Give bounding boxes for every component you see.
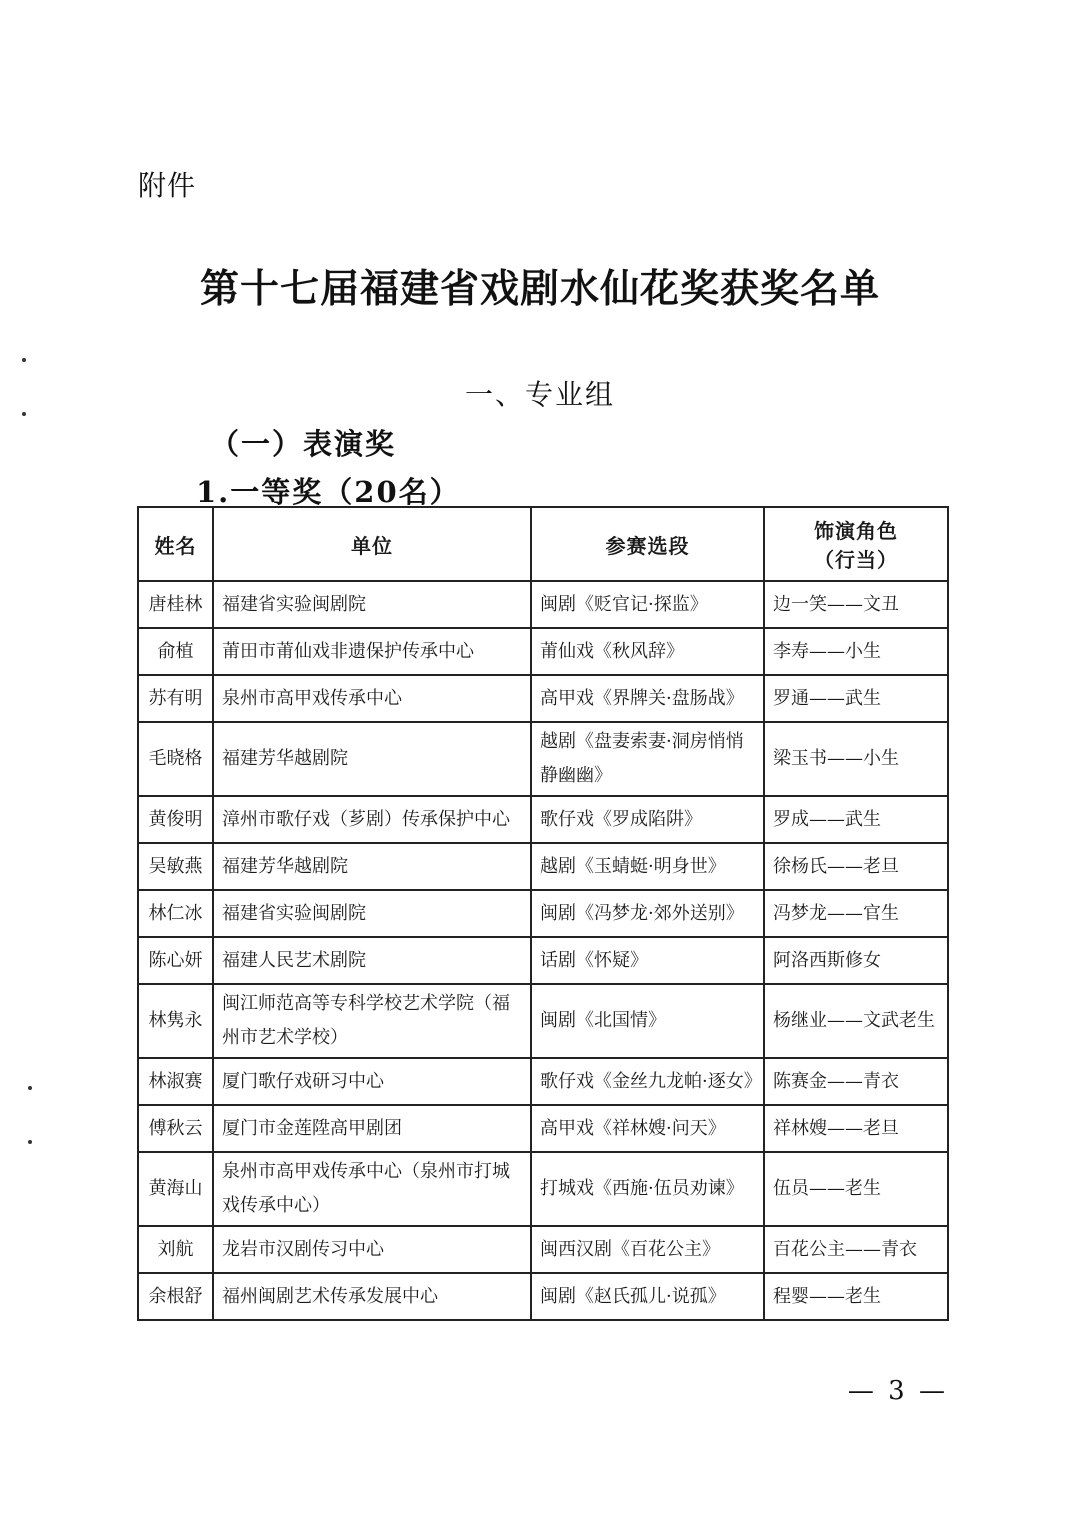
cell-piece: 高甲戏《界牌关·盘肠战》 (531, 675, 764, 722)
cell-name: 林淑赛 (138, 1058, 213, 1105)
cell-unit: 泉州市高甲戏传承中心 (213, 675, 531, 722)
cell-name: 刘航 (138, 1226, 213, 1273)
cell-piece: 打城戏《西施·伍员劝谏》 (531, 1152, 764, 1226)
cell-unit: 闽江师范高等专科学校艺术学院（福州市艺术学校） (213, 984, 531, 1058)
table-row (138, 1273, 948, 1320)
prize-title: 1.一等奖（20名） (196, 475, 461, 509)
cell-piece: 莆仙戏《秋风辞》 (531, 628, 764, 675)
cell-name: 唐桂林 (138, 581, 213, 628)
cell-piece: 闽剧《冯梦龙·郊外送别》 (531, 890, 764, 937)
header-unit: 单位 (213, 507, 531, 581)
cell-role: 冯梦龙——官生 (764, 890, 948, 937)
subsection-title: （一）表演奖 (210, 427, 397, 461)
cell-role: 百花公主——青衣 (764, 1226, 948, 1273)
cell-unit: 泉州市高甲戏传承中心（泉州市打城戏传承中心） (213, 1152, 531, 1226)
cell-role: 杨继业——文武老生 (764, 984, 948, 1058)
cell-piece: 歌仔戏《罗成陷阱》 (531, 796, 764, 843)
cell-role: 阿洛西斯修女 (764, 937, 948, 984)
attachment-label: 附件 (138, 169, 197, 202)
cell-unit: 福建芳华越剧院 (213, 722, 531, 796)
table-row (138, 937, 948, 984)
cell-name: 俞植 (138, 628, 213, 675)
scan-dot (28, 1086, 32, 1090)
table-row (138, 675, 948, 722)
cell-unit: 厦门市金莲陞高甲剧团 (213, 1105, 531, 1152)
cell-name: 黄海山 (138, 1152, 213, 1226)
awards-table (137, 506, 949, 1321)
cell-role: 程婴——老生 (764, 1273, 948, 1320)
cell-role: 李寿——小生 (764, 628, 948, 675)
cell-role: 梁玉书——小生 (764, 722, 948, 796)
table-row (138, 796, 948, 843)
cell-unit: 莆田市莆仙戏非遗保护传承中心 (213, 628, 531, 675)
cell-role: 伍员——老生 (764, 1152, 948, 1226)
table-header-row (138, 507, 948, 581)
cell-unit: 福州闽剧艺术传承发展中心 (213, 1273, 531, 1320)
cell-name: 林隽永 (138, 984, 213, 1058)
cell-name: 毛晓格 (138, 722, 213, 796)
cell-name: 吴敏燕 (138, 843, 213, 890)
table-row (138, 722, 948, 796)
cell-piece: 闽西汉剧《百花公主》 (531, 1226, 764, 1273)
header-piece: 参赛选段 (531, 507, 764, 581)
table-row (138, 581, 948, 628)
header-role-line1: 饰演角色 (814, 519, 898, 543)
cell-name: 林仁冰 (138, 890, 213, 937)
header-role (764, 507, 948, 581)
section-title: 一、专业组 (464, 378, 615, 411)
header-role-line2: （行当） (814, 548, 898, 572)
table-row (138, 890, 948, 937)
cell-piece: 越剧《玉蜻蜓·明身世》 (531, 843, 764, 890)
cell-piece: 越剧《盘妻索妻·洞房悄悄静幽幽》 (531, 722, 764, 796)
cell-role: 祥林嫂——老旦 (764, 1105, 948, 1152)
cell-unit: 福建人民艺术剧院 (213, 937, 531, 984)
cell-unit: 福建省实验闽剧院 (213, 581, 531, 628)
cell-unit: 漳州市歌仔戏（芗剧）传承保护中心 (213, 796, 531, 843)
cell-role: 徐杨氏——老旦 (764, 843, 948, 890)
cell-name: 余根舒 (138, 1273, 213, 1320)
cell-name: 陈心妍 (138, 937, 213, 984)
scan-dot (22, 412, 26, 416)
table-row (138, 1226, 948, 1273)
table-row (138, 1152, 948, 1226)
cell-piece: 闽剧《赵氏孤儿·说孤》 (531, 1273, 764, 1320)
table-row (138, 1058, 948, 1105)
cell-piece: 话剧《怀疑》 (531, 937, 764, 984)
scan-dot (28, 1140, 32, 1144)
document-title: 第十七届福建省戏剧水仙花奖获奖名单 (199, 266, 880, 312)
scan-dot (22, 358, 26, 362)
cell-name: 傅秋云 (138, 1105, 213, 1152)
cell-role: 罗成——武生 (764, 796, 948, 843)
table-row (138, 628, 948, 675)
cell-piece: 闽剧《北国情》 (531, 984, 764, 1058)
cell-role: 罗通——武生 (764, 675, 948, 722)
cell-role: 边一笑——文丑 (764, 581, 948, 628)
header-name: 姓名 (138, 507, 213, 581)
cell-unit: 龙岩市汉剧传习中心 (213, 1226, 531, 1273)
cell-name: 黄俊明 (138, 796, 213, 843)
cell-unit: 福建省实验闽剧院 (213, 890, 531, 937)
cell-unit: 福建芳华越剧院 (213, 843, 531, 890)
table-row (138, 984, 948, 1058)
cell-piece: 歌仔戏《金丝九龙帕·逐女》 (531, 1058, 764, 1105)
table-row (138, 1105, 948, 1152)
cell-unit: 厦门歌仔戏研习中心 (213, 1058, 531, 1105)
cell-role: 陈赛金——青衣 (764, 1058, 948, 1105)
cell-piece: 高甲戏《祥林嫂·问天》 (531, 1105, 764, 1152)
awards-table-container (137, 506, 949, 1321)
cell-name: 苏有明 (138, 675, 213, 722)
table-row (138, 843, 948, 890)
page-number: — 3 — (847, 1376, 948, 1406)
cell-piece: 闽剧《贬官记·探监》 (531, 581, 764, 628)
